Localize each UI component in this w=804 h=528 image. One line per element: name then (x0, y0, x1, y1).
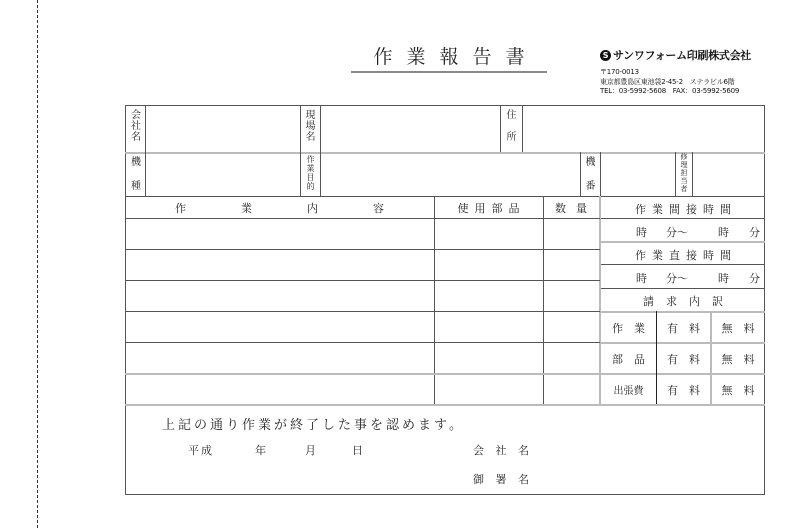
parts-cell[interactable] (435, 219, 542, 249)
quantity-cell[interactable] (544, 343, 599, 373)
billing-item-parts: 部 品 (612, 353, 645, 366)
billing-parts-paid-option[interactable]: 有 料 (667, 353, 700, 366)
date-year-label: 年 (255, 444, 266, 457)
machine-no-field[interactable] (601, 153, 674, 196)
label-machine-no: 機 番 (585, 157, 596, 192)
header-quantity: 数量 (555, 202, 597, 215)
date-day-label: 日 (352, 444, 363, 457)
company-name-row (600, 47, 770, 63)
work-content-cell[interactable] (126, 343, 433, 373)
direct-time-field[interactable] (601, 265, 765, 288)
date-month-label: 月 (305, 444, 316, 457)
direct-end-minute: 分 (749, 272, 760, 285)
company-name-field[interactable] (146, 106, 299, 152)
label-repair-person: 修 理 担 当 者 (680, 153, 688, 193)
divider (601, 342, 765, 344)
divider (601, 311, 765, 313)
label-site-name: 現 場 名 (305, 110, 316, 143)
billing-item-work: 作 業 (612, 322, 645, 335)
work-purpose-field[interactable] (321, 153, 579, 196)
divider (601, 288, 765, 289)
divider (125, 404, 765, 406)
header-work-content: 作 業 内 容 (175, 202, 406, 215)
label-address: 住 所 (506, 110, 517, 143)
work-content-cell[interactable] (126, 281, 433, 311)
divider (500, 105, 501, 152)
company-logo-icon: S (600, 50, 611, 61)
address-field[interactable] (523, 106, 764, 152)
billing-travel-paid-option[interactable]: 有 料 (667, 384, 700, 397)
work-content-cell[interactable] (126, 312, 433, 342)
title-underline (351, 71, 547, 73)
repair-person-field[interactable] (693, 153, 764, 196)
perforation-cut-line (37, 0, 38, 528)
label-company-name: 会 社 名 (131, 110, 141, 143)
direct-end-hour: 時 (718, 272, 729, 285)
header-parts-used: 使用部品 (457, 202, 526, 215)
work-content-cell[interactable] (126, 250, 433, 280)
parts-cell[interactable] (435, 343, 542, 373)
indirect-end-minute: 分 (749, 226, 760, 239)
indirect-start-hour: 時 (636, 226, 647, 239)
label-model: 機 種 (131, 157, 141, 192)
billing-parts-free-option[interactable]: 無 料 (721, 353, 755, 366)
direct-time-label: 作業直接時間 (635, 249, 737, 262)
direct-start-hour: 時 (636, 272, 647, 285)
document-title: 作業報告書 (373, 46, 539, 68)
parts-cell[interactable] (435, 281, 542, 311)
indirect-time-field[interactable] (601, 219, 765, 241)
date-era-label: 平成 (188, 444, 214, 457)
work-content-cell[interactable] (126, 219, 433, 249)
date-field[interactable] (215, 438, 365, 458)
company-name: サンワフォーム印刷株式会社 (613, 49, 751, 62)
company-block (600, 47, 770, 97)
parts-cell[interactable] (435, 374, 542, 404)
parts-cell[interactable] (435, 250, 542, 280)
billing-work-paid-option[interactable]: 有 料 (667, 322, 700, 335)
quantity-cell[interactable] (544, 219, 599, 249)
sign-company-label: 会 社 名 (473, 444, 533, 457)
quantity-cell[interactable] (544, 250, 599, 280)
work-content-cell[interactable] (126, 374, 433, 404)
direct-start-minute: 分〜 (666, 272, 688, 285)
billing-breakdown-label: 請求内訳 (643, 295, 735, 308)
company-zip: 〒170-0013 (600, 68, 639, 76)
quantity-cell[interactable] (544, 374, 599, 404)
divider (601, 241, 765, 243)
parts-cell[interactable] (435, 312, 542, 342)
signature-field[interactable] (540, 467, 760, 491)
billing-work-free-option[interactable]: 無 料 (721, 322, 755, 335)
billing-travel-free-option[interactable]: 無 料 (721, 384, 755, 397)
divider (300, 105, 301, 196)
divider (125, 196, 765, 197)
label-work-purpose: 作 業 目 的 (306, 155, 315, 191)
company-address: 東京都豊島区東池袋2-45-2 ステラビル6階 (600, 77, 735, 86)
billing-item-travel: 出張費 (613, 386, 644, 397)
company-phone-fax: TEL：03-5992-5608 FAX：03-5992-5609 (600, 87, 740, 95)
confirmation-statement: 上記の通り作業が終了した事を認めます。 (162, 418, 465, 433)
quantity-cell[interactable] (544, 312, 599, 342)
signature-label: 御 署 名 (473, 473, 533, 486)
divider (580, 152, 581, 196)
site-name-field[interactable] (321, 106, 499, 152)
indirect-end-hour: 時 (718, 226, 729, 239)
indirect-time-label: 作業間接時間 (635, 203, 737, 216)
indirect-start-minute: 分〜 (666, 226, 688, 239)
quantity-cell[interactable] (544, 281, 599, 311)
model-field[interactable] (146, 153, 299, 196)
sign-company-field[interactable] (540, 438, 760, 460)
divider (601, 373, 765, 375)
